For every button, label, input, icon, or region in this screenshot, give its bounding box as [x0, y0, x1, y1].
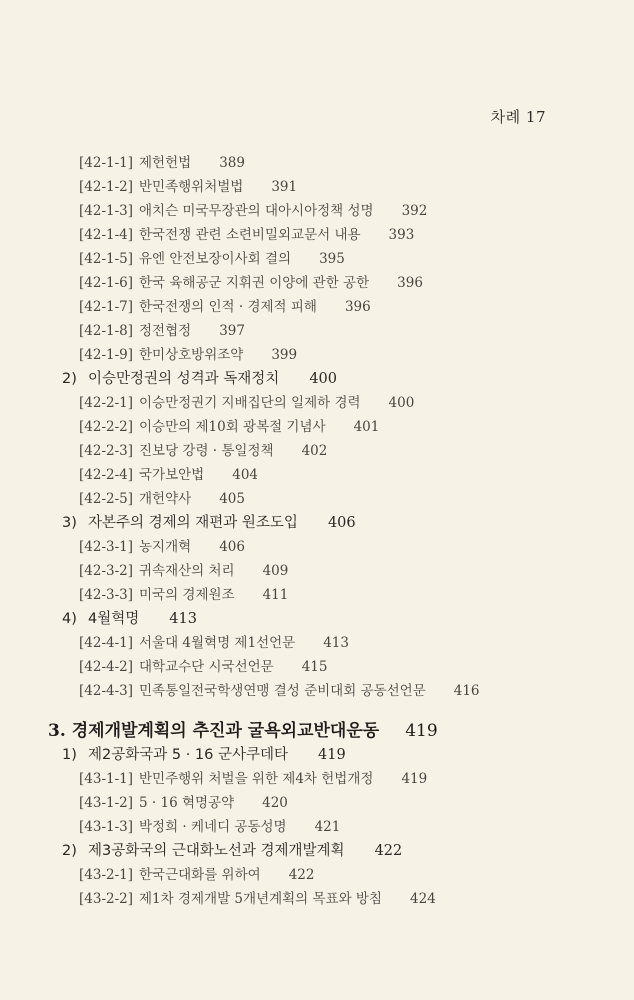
toc-entry — [79, 346, 297, 364]
entry-code: [43-2-1] — [79, 867, 134, 883]
toc-entry — [79, 890, 436, 908]
entry-title: 반민족행위처벌법 — [139, 179, 244, 195]
toc-entry — [79, 682, 480, 700]
toc-subsection — [62, 746, 346, 764]
page-number: 415 — [301, 659, 328, 675]
entry-title: 제헌헌법 — [139, 155, 192, 171]
entry-code: [42-1-8] — [79, 323, 134, 339]
page-number: 401 — [353, 419, 380, 435]
entry-code: [43-1-2] — [79, 795, 134, 811]
page-number: 404 — [232, 467, 259, 483]
page-number: 396 — [344, 299, 371, 315]
toc-entry — [79, 490, 245, 508]
toc-entry — [79, 866, 314, 884]
entry-title: 한미상호방위조약 — [139, 347, 244, 363]
toc-entry — [79, 250, 345, 268]
toc-subsection — [62, 514, 356, 532]
entry-title: 한국 육해공군 지휘권 이양에 관한 공한 — [139, 275, 370, 291]
page-number: 395 — [319, 251, 345, 267]
entry-title: 대학교수단 시국선언문 — [139, 659, 274, 675]
entry-title: 한국근대화를 위하여 — [139, 867, 261, 883]
toc-entry — [79, 818, 340, 836]
entry-title: 민족통일전국학생연맹 결성 준비대회 공동선언문 — [139, 683, 426, 699]
entry-title: 귀속재산의 처리 — [139, 563, 235, 579]
page-number: 396 — [397, 275, 423, 291]
page-number: 393 — [388, 227, 415, 243]
entry-title: 유엔 안전보장이사회 결의 — [139, 251, 292, 267]
entry-title: 농지개혁 — [139, 539, 192, 555]
entry-title: 경제개발계획의 추진과 굴욕외교반대운동 — [71, 721, 380, 741]
entry-title: 애치슨 미국무장관의 대아시아정책 성명 — [139, 203, 374, 219]
entry-title: 제2공화국과 5 · 16 군사쿠데타 — [88, 747, 289, 763]
entry-title: 서울대 4월혁명 제1선언문 — [139, 635, 296, 651]
entry-code: [42-2-4] — [79, 467, 134, 483]
entry-code: [42-2-2] — [79, 419, 134, 435]
entry-code: [42-2-3] — [79, 443, 134, 459]
entry-title: 제1차 경제개발 5개년계획의 목표와 방침 — [139, 891, 383, 907]
entry-title: 박정희 · 케네디 공동성명 — [139, 819, 287, 835]
page-number: 422 — [288, 867, 315, 883]
toc-entry — [79, 394, 414, 412]
entry-title: 이승만의 제10회 광복절 기념사 — [139, 419, 326, 435]
entry-code: [42-2-1] — [79, 395, 134, 411]
entry-code: [42-1-6] — [79, 275, 134, 291]
section-number: 3. — [48, 721, 66, 741]
running-header: 차례 17 — [490, 108, 546, 126]
page-number: 405 — [219, 491, 245, 507]
page-number: 419 — [405, 721, 438, 741]
page-number: 400 — [388, 395, 415, 411]
toc-entry — [79, 202, 427, 220]
page-number: 424 — [410, 891, 436, 907]
entry-code: [42-4-1] — [79, 635, 134, 651]
toc-chapter — [48, 722, 438, 740]
page-number: 397 — [219, 323, 245, 339]
page-number: 419 — [401, 771, 428, 787]
toc-entry — [79, 418, 379, 436]
entry-title: 한국전쟁 관련 소련비밀외교문서 내용 — [139, 227, 361, 243]
entry-title: 정전협정 — [139, 323, 192, 339]
entry-title: 미국의 경제원조 — [139, 587, 235, 603]
page-number: 413 — [169, 611, 197, 627]
toc-entry — [79, 274, 423, 292]
page-number: 419 — [318, 747, 346, 763]
entry-code: [42-1-5] — [79, 251, 134, 267]
page-number: 416 — [453, 683, 480, 699]
toc-subsection — [62, 370, 337, 388]
entry-title: 국가보안법 — [139, 467, 205, 483]
toc-entry — [79, 154, 245, 172]
section-number: 3) — [62, 515, 77, 531]
section-number: 2) — [62, 371, 77, 387]
page-number: 411 — [262, 587, 289, 603]
section-number: 1) — [62, 747, 77, 763]
entry-code: [42-3-1] — [79, 539, 134, 555]
entry-title: 진보당 강령 · 통일정책 — [139, 443, 274, 459]
page-number: 400 — [309, 371, 337, 387]
page-number: 392 — [401, 203, 428, 219]
entry-code: [43-1-1] — [79, 771, 134, 787]
entry-title: 이승만정권의 성격과 독재정치 — [88, 371, 280, 387]
page-number: 420 — [262, 795, 288, 811]
toc-subsection — [62, 610, 197, 628]
toc-entry — [79, 226, 414, 244]
entry-title: 자본주의 경제의 재편과 원조도입 — [88, 515, 298, 531]
entry-title: 반민주행위 처벌을 위한 제4차 헌법개정 — [139, 771, 374, 787]
entry-code: [42-1-4] — [79, 227, 134, 243]
entry-code: [42-4-3] — [79, 683, 134, 699]
section-number: 4) — [62, 611, 77, 627]
entry-title: 5 · 16 혁명공약 — [139, 795, 235, 811]
page-number: 422 — [374, 843, 403, 859]
toc-entry — [79, 770, 427, 788]
entry-code: [42-4-2] — [79, 659, 134, 675]
toc-entry — [79, 298, 371, 316]
page-number: 409 — [262, 563, 289, 579]
toc-entry — [79, 562, 288, 580]
entry-title: 개헌약사 — [139, 491, 192, 507]
toc-entry — [79, 538, 245, 556]
entry-code: [43-2-2] — [79, 891, 134, 907]
page-number: 402 — [301, 443, 328, 459]
toc-entry — [79, 322, 245, 340]
toc-entry — [79, 794, 288, 812]
page-number: 389 — [219, 155, 245, 171]
entry-title: 제3공화국의 근대화노선과 경제개발계획 — [88, 843, 345, 859]
entry-code: [42-1-3] — [79, 203, 134, 219]
page-number: 413 — [323, 635, 349, 651]
page-number: 391 — [271, 179, 298, 195]
entry-code: [42-1-7] — [79, 299, 134, 315]
entry-title: 이승만정권기 지배집단의 일제하 경력 — [139, 395, 361, 411]
entry-code: [42-2-5] — [79, 491, 134, 507]
entry-title: 한국전쟁의 인적 · 경제적 피해 — [139, 299, 317, 315]
entry-code: [42-3-3] — [79, 587, 134, 603]
toc-subsection — [62, 842, 402, 860]
toc-entry — [79, 658, 328, 676]
entry-code: [42-3-2] — [79, 563, 134, 579]
page-number: 406 — [327, 515, 356, 531]
toc-entry — [79, 586, 288, 604]
entry-code: [42-1-9] — [79, 347, 134, 363]
entry-title: 4월혁명 — [88, 611, 140, 627]
toc-entry — [79, 178, 297, 196]
toc-entry — [79, 442, 327, 460]
entry-code: [42-1-2] — [79, 179, 134, 195]
entry-code: [42-1-1] — [79, 155, 134, 171]
toc-entry — [79, 466, 258, 484]
page-number: 406 — [219, 539, 245, 555]
page-number: 421 — [314, 819, 341, 835]
entry-code: [43-1-3] — [79, 819, 134, 835]
section-number: 2) — [62, 843, 77, 859]
page-number: 399 — [271, 347, 298, 363]
toc-entry — [79, 634, 349, 652]
